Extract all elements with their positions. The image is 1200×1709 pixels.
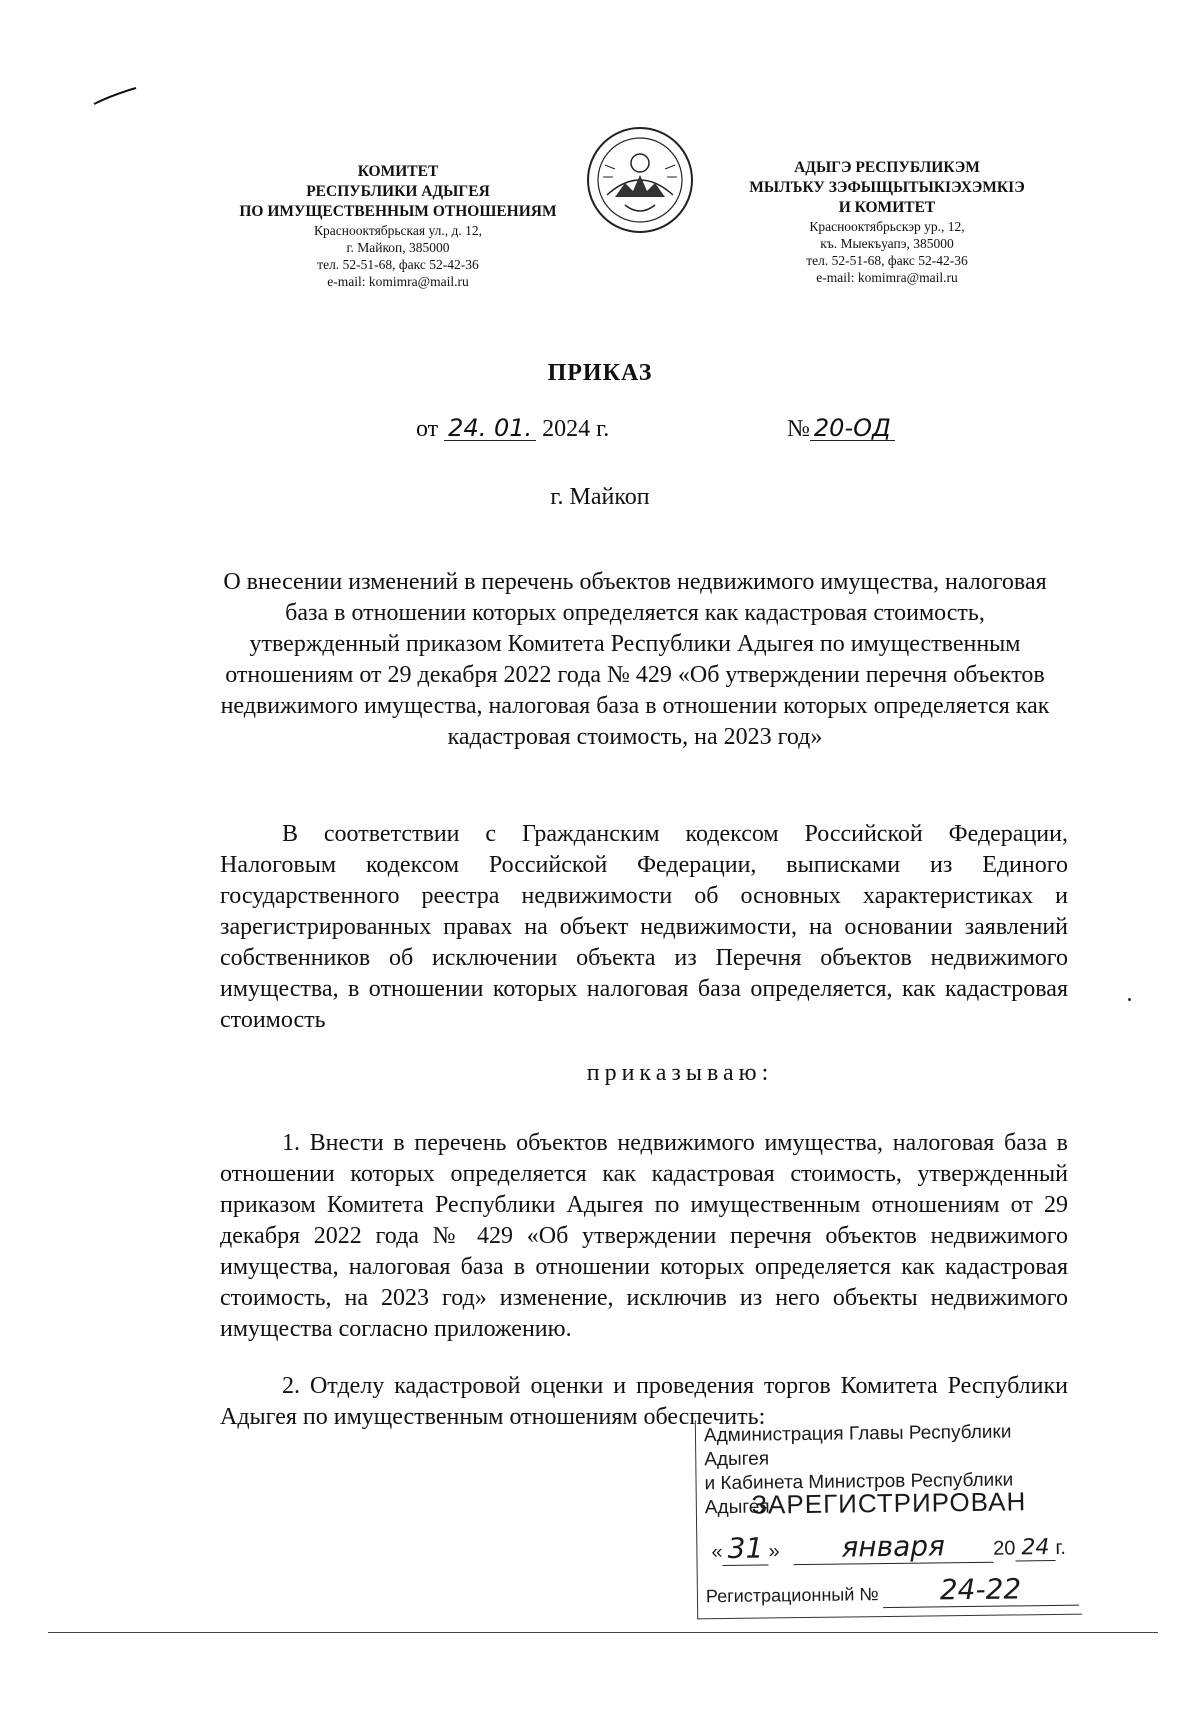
header-left-block xyxy=(208,162,588,290)
header-left-line3: ПО ИМУЩЕСТВЕННЫМ ОТНОШЕНИЯМ xyxy=(239,203,557,220)
header-left-line1: КОМИТЕТ xyxy=(357,163,439,180)
header-left-email: e-mail: komimra@mail.ru xyxy=(327,274,469,289)
stamp-day: 31 xyxy=(722,1531,768,1566)
stamp-org-line1: Администрация Главы Республики Адыгея xyxy=(703,1421,1012,1471)
header-right-phone: тел. 52-51-68, факс 52-42-36 xyxy=(806,253,968,268)
stamp-year-unit: г. xyxy=(1055,1536,1067,1559)
order-number xyxy=(787,416,895,443)
header-right-line1: АДЫГЭ РЕСПУБЛИКЭМ xyxy=(794,159,980,176)
order-preamble: В соответствии с Гражданским кодексом Российской Федерации, Налоговым кодексом Российской Федерации, выписками из Единого государственного реестра недвижимости об основных характеристиках и зарегистрированных правах на объект недвижимости, на основании заявлений собственников об исключении объекта из Перечня объектов недвижимого имущества, в отношении которых налоговая база определяется, как кадастровая стоимость xyxy=(220,821,1068,1033)
scan-speck xyxy=(1128,998,1131,1001)
date-prefix: от xyxy=(416,416,439,442)
header-left-city: г. Майкоп, 385000 xyxy=(346,240,450,255)
document-title: ПРИКАЗ xyxy=(547,360,653,386)
bottom-rule xyxy=(48,1632,1158,1633)
header-right-address: Краснооктябрьскэр ур., 12, xyxy=(809,219,965,234)
stamp-reg-label: Регистрационный № xyxy=(705,1584,879,1607)
stamp-year-prefix: 20 xyxy=(993,1537,1016,1560)
order-subject: О внесении изменений в перечень объектов недвижимого имущества, налоговая база в отношении которых определяется как кадастровая стоимость, утвержденный приказом Комитета Республики Адыгея по имущественным отношениям от 29 декабря 2022 года № 429 «Об утверждении перечня объектов недвижимого имущества, налоговая база в отношении которых определяется как кадастровая стоимость, на 2023 год» xyxy=(220,569,1050,750)
number-handwritten: 20-ОД xyxy=(810,416,895,441)
order-date xyxy=(416,416,609,443)
stamp-year-suffix: 24 xyxy=(1015,1535,1055,1561)
date-year: 2024 г. xyxy=(542,416,610,442)
date-handwritten: 24. 01. xyxy=(444,416,536,441)
registration-stamp xyxy=(695,1416,1082,1620)
stamp-month: января xyxy=(793,1529,993,1565)
number-prefix: № xyxy=(787,416,810,442)
order-word: приказываю: xyxy=(586,1060,774,1086)
header-left-phone: тел. 52-51-68, факс 52-42-36 xyxy=(317,257,479,272)
pen-stroke-mark xyxy=(92,86,138,106)
header-left-line2: РЕСПУБЛИКИ АДЫГЕЯ xyxy=(306,183,490,200)
header-left-address: Краснооктябрьская ул., д. 12, xyxy=(314,223,482,238)
stamp-status: ЗАРЕГИСТРИРОВАН xyxy=(751,1486,1027,1520)
order-city: г. Майкоп xyxy=(550,484,650,510)
stamp-org-line2: и Кабинета Министров Республики Адыгея xyxy=(704,1469,1014,1519)
order-item-2: 2. Отделу кадастровой оценки и проведения торгов Комитета Республики Адыгея по имущественным отношениям обеспечить: xyxy=(220,1373,1068,1430)
order-item-1: 1. Внести в перечень объектов недвижимого имущества, налоговая база в отношении которых определяется как кадастровая стоимость, утвержденный приказом Комитета Республики Адыгея по имущественным отношениям от 29 декабря 2022 года № 429 «Об утверждении перечня объектов недвижимого имущества, налоговая база в отношении которых определяется как кадастровая стоимость, на 2023 год» изменение, исключив из него объекты недвижимого имущества согласно приложению. xyxy=(220,1130,1068,1342)
header-right-block xyxy=(722,158,1052,286)
header-right-city: къ. Мыекъуапэ, 385000 xyxy=(820,236,954,251)
stamp-reg-number: 24-22 xyxy=(882,1572,1078,1608)
republic-emblem-icon xyxy=(585,125,695,235)
header-right-line3: И КОМИТЕТ xyxy=(838,199,936,216)
stamp-registration-number xyxy=(706,1572,1078,1611)
stamp-date: « 31 » января 20 24 г. xyxy=(711,1529,1067,1565)
header-right-email: e-mail: komimra@mail.ru xyxy=(816,270,958,285)
header-right-line2: МЫЛЪКУ ЗЭФЫЩЫТЫКІЭХЭМКІЭ xyxy=(749,179,1025,196)
